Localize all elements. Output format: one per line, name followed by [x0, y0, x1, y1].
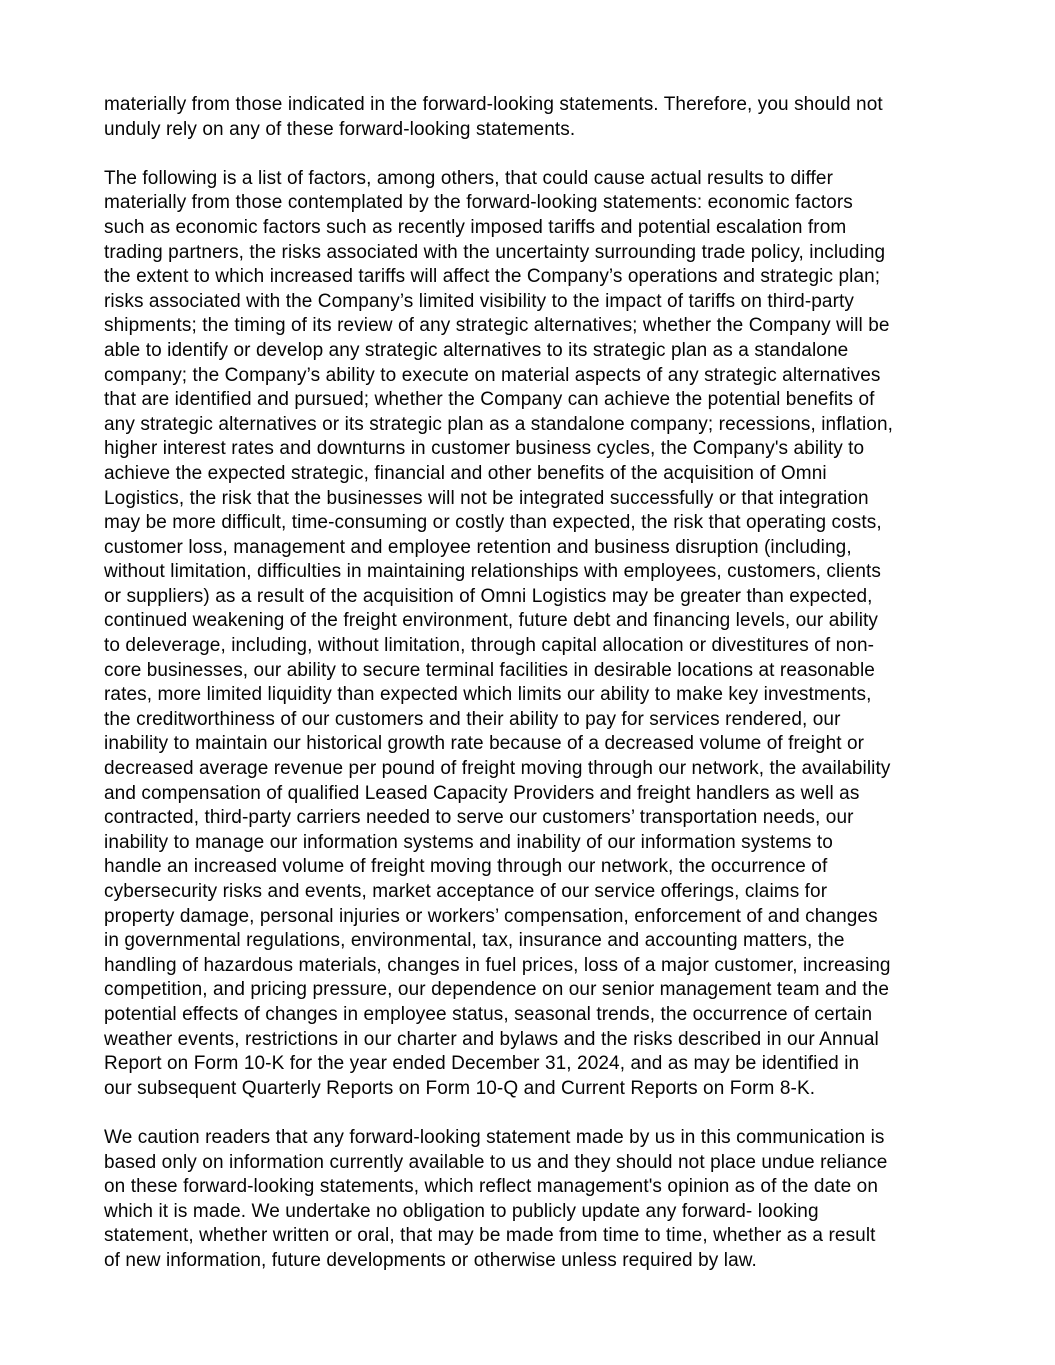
- text-line: continued weakening of the freight environment, future debt and financing levels, our ability: [104, 610, 879, 632]
- text-line: inability to maintain our historical growth rate because of a decreased volume of freight or: [104, 733, 865, 755]
- text-line: rates, more limited liquidity than expected which limits our ability to make key investments,: [104, 684, 872, 706]
- text-line: that are identified and pursued; whether the Company can achieve the potential benefits of: [104, 389, 875, 411]
- text-line: able to identify or develop any strategic alternatives to its strategic plan as a standalone: [104, 339, 849, 361]
- text-line: handle an increased volume of freight moving through our network, the occurrence of: [104, 856, 828, 878]
- text-line: or suppliers) as a result of the acquisition of Omni Logistics may be greater than expected,: [104, 585, 873, 607]
- text-line: handling of hazardous materials, changes in fuel prices, loss of a major customer, increasing: [104, 954, 891, 976]
- text-line: the extent to which increased tariffs will affect the Company’s operations and strategic plan;: [104, 266, 881, 288]
- text-line: contracted, third-party carriers needed to serve our customers’ transportation needs, our: [104, 807, 854, 829]
- text-line: to deleverage, including, without limitation, through capital allocation or divestitures of non-: [104, 635, 875, 657]
- paragraph: [104, 167, 964, 1102]
- text-line: Report on Form 10-K for the year ended December 31, 2024, and as may be identified in: [104, 1053, 860, 1075]
- text-line: The following is a list of factors, among others, that could cause actual results to differ: [104, 167, 834, 189]
- text-line: property damage, personal injuries or workers’ compensation, enforcement of and changes: [104, 905, 878, 927]
- text-line: customer loss, management and employee retention and business disruption (including,: [104, 536, 852, 558]
- text-line: company; the Company’s ability to execute on material aspects of any strategic alternatives: [104, 364, 881, 386]
- text-line: such as economic factors such as recently imposed tariffs and potential escalation from: [104, 216, 847, 238]
- text-line: weather events, restrictions in our charter and bylaws and the risks described in our Annual: [104, 1028, 879, 1050]
- text-line: materially from those contemplated by the forward-looking statements: economic factors: [104, 192, 853, 214]
- text-line: higher interest rates and downturns in customer business cycles, the Company's ability to: [104, 438, 865, 460]
- text-line: of new information, future developments or otherwise unless required by law.: [104, 1249, 757, 1271]
- text-line: competition, and pricing pressure, our dependence on our senior management team and the: [104, 979, 890, 1001]
- text-line: inability to manage our information systems and inability of our information systems to: [104, 831, 833, 853]
- text-line: risks associated with the Company’s limited visibility to the impact of tariffs on third-party: [104, 290, 854, 312]
- text-line: which it is made. We undertake no obligation to publicly update any forward- looking: [104, 1200, 819, 1222]
- text-line: achieve the expected strategic, financial and other benefits of the acquisition of Omni: [104, 462, 827, 484]
- text-line: shipments; the timing of its review of any strategic alternatives; whether the Company will be: [104, 315, 890, 337]
- text-line: the creditworthiness of our customers and their ability to pay for services rendered, our: [104, 708, 841, 730]
- text-line: decreased average revenue per pound of freight moving through our network, the availability: [104, 758, 891, 780]
- text-line: based only on information currently available to us and they should not place undue reliance: [104, 1151, 888, 1173]
- text-line: Logistics, the risk that the businesses will not be integrated successfully or that integration: [104, 487, 869, 509]
- paragraph: [104, 1126, 964, 1274]
- text-line: cybersecurity risks and events, market acceptance of our service offerings, claims for: [104, 881, 828, 902]
- text-line: any strategic alternatives or its strategic plan as a standalone company; recessions, inflation,: [104, 413, 894, 435]
- text-line: We caution readers that any forward-looking statement made by us in this communication is: [104, 1126, 885, 1148]
- text-line: trading partners, the risks associated with the uncertainty surrounding trade policy, including: [104, 241, 886, 263]
- text-line: without limitation, difficulties in maintaining relationships with employees, customers, clients: [104, 561, 881, 583]
- text-block: [104, 93, 964, 1298]
- text-line: statement, whether written or oral, that may be made from time to time, whether as a result: [104, 1225, 876, 1247]
- text-line: may be more difficult, time-consuming or costly than expected, the risk that operating costs,: [104, 512, 882, 534]
- text-line: our subsequent Quarterly Reports on Form 10-Q and Current Reports on Form 8-K.: [104, 1077, 816, 1099]
- paragraph: [104, 93, 964, 142]
- text-line: and compensation of qualified Leased Capacity Providers and freight handlers as well as: [104, 782, 860, 804]
- text-line: potential effects of changes in employee status, seasonal trends, the occurrence of certain: [104, 1003, 873, 1025]
- text-line: core businesses, our ability to secure terminal facilities in desirable locations at reasonable: [104, 659, 875, 681]
- text-line: in governmental regulations, environmental, tax, insurance and accounting matters, the: [104, 930, 845, 952]
- text-line: unduly rely on any of these forward-looking statements.: [104, 118, 576, 140]
- text-line: materially from those indicated in the forward-looking statements. Therefore, you should not: [104, 94, 883, 115]
- text-line: on these forward-looking statements, which reflect management's opinion as of the date on: [104, 1176, 879, 1198]
